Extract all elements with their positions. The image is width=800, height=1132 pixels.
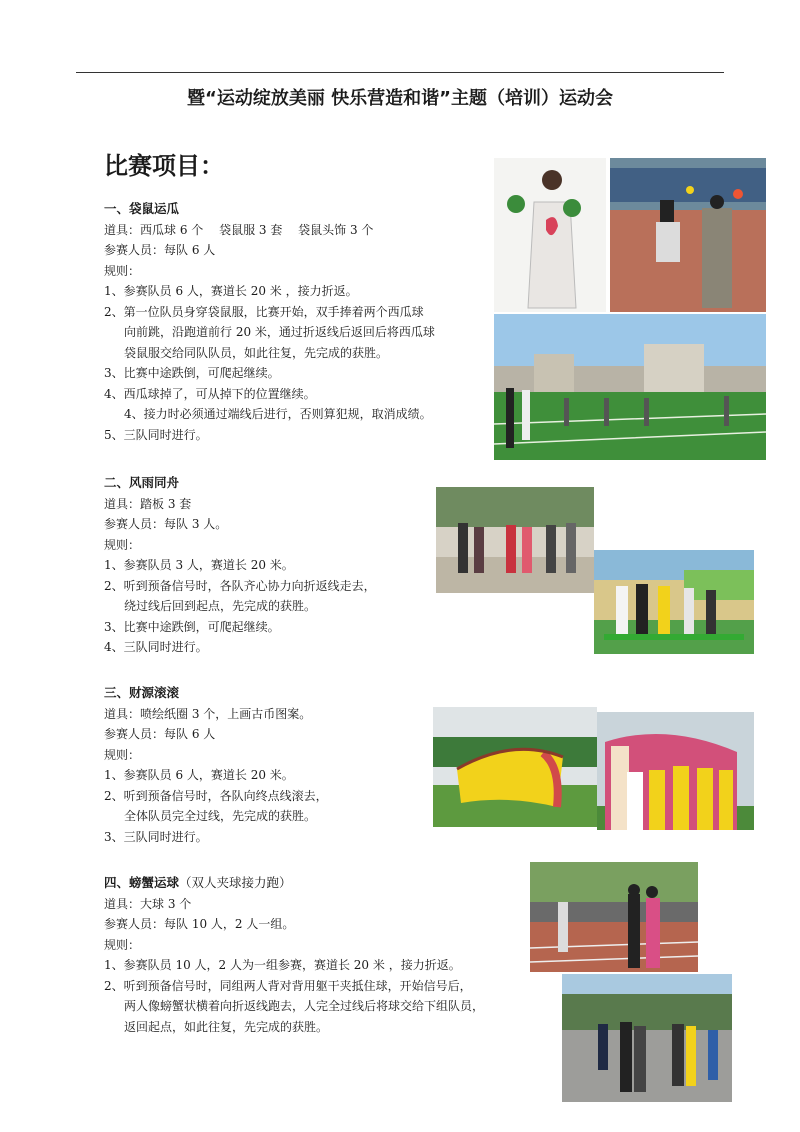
event-block-3 <box>104 683 328 847</box>
event-title: 四、螃蟹运球（双人夹球接力跑） <box>104 875 292 890</box>
photo-rolling-ring-1 <box>433 707 597 827</box>
event-title: 二、风雨同舟 <box>104 475 180 490</box>
photo-walking-board-2 <box>594 550 754 654</box>
event-line: 4、西瓜球掉了，可从掉下的位置继续。 <box>104 386 316 401</box>
event-line: 4、三队同时进行。 <box>104 640 208 654</box>
event-line: 2、第一位队员身穿袋鼠服，比赛开始，双手捧着两个西瓜球 <box>104 304 424 319</box>
event-line: 4、接力时必须通过端线后进行，否则算犯规，取消成绩。 <box>124 407 432 421</box>
event-line: 2、听到预备信号时，同组两人背对背用躯干夹抵住球，开始信号后， <box>104 978 472 993</box>
event-line: 5、三队同时进行。 <box>104 427 208 442</box>
photo-crab-ball-2 <box>562 974 732 1102</box>
event-line: 道具：大球 3 个 <box>104 896 192 911</box>
event-line: 全体队员完全过线，先完成的获胜。 <box>124 809 317 823</box>
event-line: 规则： <box>104 747 141 762</box>
event-line: 规则： <box>104 537 141 552</box>
event-block-1 <box>104 199 435 445</box>
page-header-title: 暨“运动绽放美丽 快乐营造和谐”主题（培训）运动会 <box>187 88 613 109</box>
event-line: 向前跳，沿跑道前行 20 米，通过折返线后返回后将西瓜球 <box>124 325 435 339</box>
event-block-4 <box>104 873 484 1037</box>
event-line: 绕过线后回到起点，先完成的获胜。 <box>124 599 317 613</box>
event-line: 3、比赛中途跌倒，可爬起继续。 <box>104 619 280 634</box>
photo-rolling-ring-2 <box>597 712 754 830</box>
event-line: 1、参赛队员 3 人，赛道长 20 米。 <box>104 558 294 572</box>
event-line: 3、三队同时进行。 <box>104 829 208 844</box>
event-block-2 <box>104 473 376 658</box>
event-line: 3、比赛中途跌倒，可爬起继续。 <box>104 366 280 380</box>
event-line: 道具：踏板 3 套 <box>104 496 192 511</box>
photo-sports-field <box>494 314 766 460</box>
header-rule <box>76 72 724 73</box>
event-title: 一、袋鼠运瓜 <box>104 201 180 216</box>
event-line: 参赛人员：每队 6 人 <box>104 243 216 257</box>
event-title: 三、财源滚滚 <box>104 685 180 700</box>
event-line: 1、参赛队员 6 人，赛道长 20 米。 <box>104 768 294 782</box>
event-line: 规则： <box>104 937 141 952</box>
photo-crab-ball-1 <box>530 862 698 972</box>
event-line: 返回起点，如此往复，先完成的获胜。 <box>124 1019 329 1034</box>
event-line: 参赛人员：每队 10 人，2 人一组。 <box>104 917 295 931</box>
event-line: 2、听到预备信号时，各队向终点线滚去， <box>104 788 328 803</box>
photo-kangaroo-costume <box>494 158 606 312</box>
photo-kangaroo-race <box>610 158 766 312</box>
event-line: 袋鼠服交给同队队员，如此往复，先完成的获胜。 <box>124 345 389 360</box>
section-title: 比赛项目： <box>104 152 224 180</box>
event-line: 2、听到预备信号时，各队齐心协力向折返线走去， <box>104 578 376 593</box>
event-line: 两人像螃蟹状横着向折返线跑去，人完全过线后将球交给下组队员， <box>124 999 485 1013</box>
event-line: 参赛人员：每队 6 人 <box>104 727 216 741</box>
event-line: 规则： <box>104 263 141 278</box>
photo-walking-board-1 <box>436 487 594 593</box>
event-line: 1、参赛队员 6 人，赛道长 20 米 ，接力折返。 <box>104 284 358 298</box>
event-line: 1、参赛队员 10 人，2 人为一组参赛，赛道长 20 米 ，接力折返。 <box>104 958 461 972</box>
event-subtitle: （双人夹球接力跑） <box>179 875 292 890</box>
event-line: 道具：西瓜球 6 个 袋鼠服 3 套 袋鼠头饰 3 个 <box>104 222 374 237</box>
event-line: 道具：喷绘纸圈 3 个，上画古币图案。 <box>104 706 312 721</box>
event-line: 参赛人员：每队 3 人。 <box>104 517 228 531</box>
